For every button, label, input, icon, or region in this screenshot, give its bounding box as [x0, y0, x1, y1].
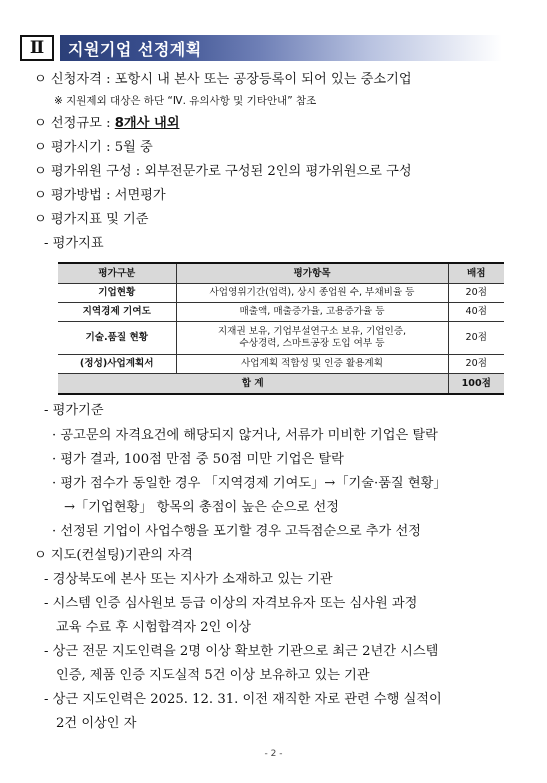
row-items-line1: 지재권 보유, 기업부설연구소 보유, 기업인증, [217, 326, 407, 337]
total-label: 합 계 [58, 374, 448, 395]
consulting-item-continued: 2건 이상인 자 [56, 716, 137, 731]
header-items: 평가항목 [176, 263, 448, 284]
row-items: 사업영위기간(업력), 상시 종업원 수, 부채비율 등 [176, 284, 448, 303]
section-heading [20, 34, 502, 62]
consulting-item-continued: 교육 수료 후 시험합격자 2인 이상 [56, 620, 251, 635]
page-number: - 2 - [264, 749, 283, 759]
header-score: 배점 [448, 263, 504, 284]
consulting-item: - 시스템 인증 심사원보 등급 이상의 자격보유자 또는 심사원 과정 [44, 596, 418, 611]
row-category: 기술.품질 현황 [58, 322, 176, 355]
standard-item: · 평가 결과, 100점 만점 중 50점 미만 기업은 탈락 [52, 452, 344, 467]
eligibility-line: ㅇ 신청자격 : 포항시 내 본사 또는 공장등록이 되어 있는 중소기업 [34, 72, 412, 87]
table-row [58, 322, 504, 355]
standard-item-continued: →「기업현황」 항목의 총점이 높은 순으로 선정 [64, 500, 339, 515]
standards-heading: - 평가기준 [44, 403, 104, 418]
row-items: 매출액, 매출증가율, 고용증가율 등 [176, 303, 448, 322]
criteria-line: ㅇ 평가지표 및 기준 [34, 212, 149, 227]
scale-line [34, 115, 179, 133]
indicators-heading: - 평가지표 [44, 236, 104, 251]
standard-item: · 선정된 기업이 사업수행을 포기할 경우 고득점순으로 추가 선정 [52, 524, 421, 539]
row-category: 지역경제 기여도 [58, 303, 176, 322]
consulting-item: - 상근 전문 지도인력을 2명 이상 확보한 기관으로 최근 2년간 시스템 [44, 644, 439, 659]
method-line: ㅇ 평가방법 : 서면평가 [34, 188, 166, 203]
table-row [58, 303, 504, 322]
consulting-item-continued: 인증, 제품 인증 지도실적 5건 이상 보유하고 있는 기관 [56, 668, 370, 683]
table-row [58, 284, 504, 303]
row-category: (정성)사업계획서 [58, 355, 176, 374]
row-score: 20점 [448, 322, 504, 355]
section-number: Ⅱ [20, 35, 54, 61]
table-row [58, 355, 504, 374]
row-items-line2: 수상경력, 스마트공장 도입 여부 등 [239, 338, 385, 349]
eligibility-note: ※ 지원제외 대상은 하단 “Ⅳ. 유의사항 및 기타안내” 참조 [54, 95, 317, 107]
section-title-bar [60, 35, 502, 61]
table-header-row [58, 263, 504, 284]
section-title: 지원기업 선정계획 [68, 39, 202, 59]
row-score: 40점 [448, 303, 504, 322]
consulting-item: - 경상북도에 본사 또는 지사가 소재하고 있는 기관 [44, 572, 333, 587]
row-items: 사업계획 적합성 및 인증 활용계획 [176, 355, 448, 374]
scale-label: ㅇ 선정규모 : [34, 116, 115, 131]
row-items [176, 322, 448, 355]
standard-item: · 평가 점수가 동일한 경우 「지역경제 기여도」→「기술·품질 현황」 [52, 476, 447, 491]
row-score: 20점 [448, 284, 504, 303]
row-score: 20점 [448, 355, 504, 374]
evaluation-table [58, 262, 504, 395]
total-score: 100점 [448, 374, 504, 395]
committee-line: ㅇ 평가위원 구성 : 외부전문가로 구성된 2인의 평가위원으로 구성 [34, 164, 412, 179]
consulting-heading: ㅇ 지도(컨설팅)기관의 자격 [34, 548, 193, 563]
consulting-item: - 상근 지도인력은 2025. 12. 31. 이전 재직한 자로 관련 수행 실적이 [44, 692, 442, 707]
table-total-row [58, 374, 504, 395]
scale-value: 8개사 내외 [114, 116, 180, 131]
header-category: 평가구분 [58, 263, 176, 284]
standard-item: · 공고문의 자격요건에 해당되지 않거나, 서류가 미비한 기업은 탈락 [52, 428, 438, 443]
timing-line: ㅇ 평가시기 : 5월 중 [34, 140, 153, 155]
row-category: 기업현황 [58, 284, 176, 303]
